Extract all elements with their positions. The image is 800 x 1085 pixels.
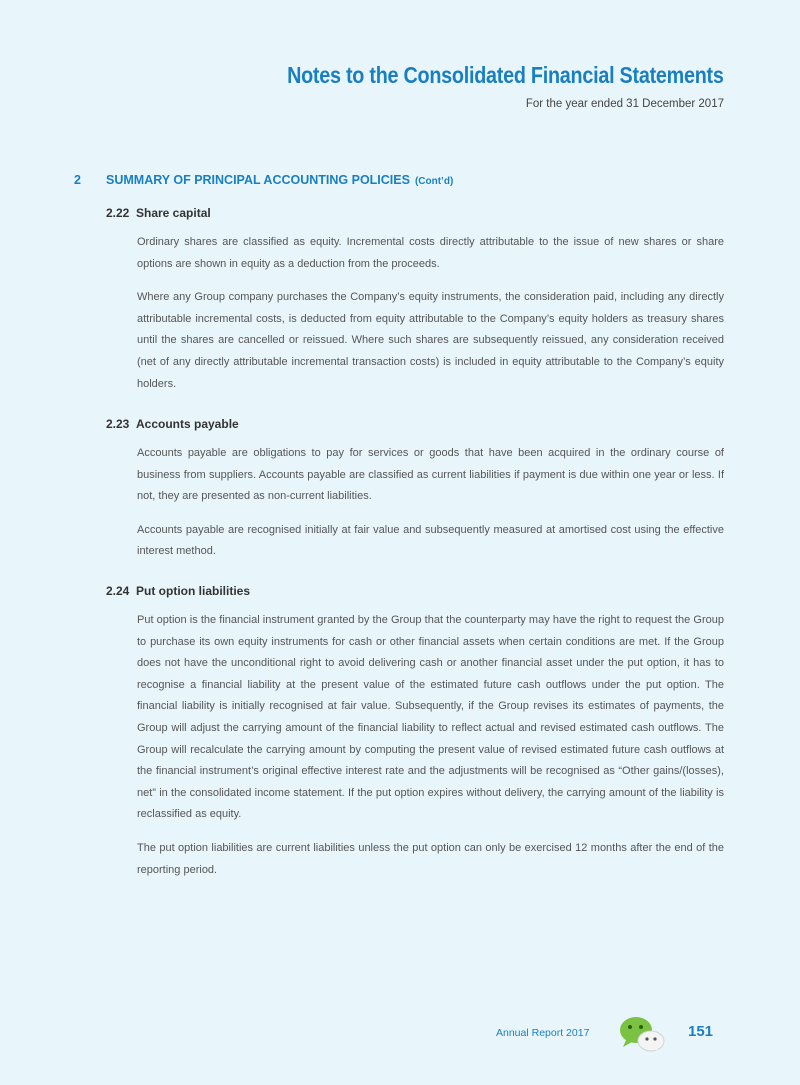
wechat-logo-icon <box>617 1016 667 1054</box>
subsection-title: Share capital <box>136 206 211 220</box>
paragraph: The put option liabilities are current liabilities unless the put option can only be exercised 12 months after the end of the reporting period. <box>137 841 724 876</box>
page-footer <box>0 1016 800 1056</box>
subsection-number: 2.23 <box>106 417 130 431</box>
section-title: SUMMARY OF PRINCIPAL ACCOUNTING POLICIES <box>106 173 410 187</box>
page-title: Notes to the Consolidated Financial Statements <box>287 62 724 88</box>
paragraph: Put option is the financial instrument granted by the Group that the counterparty may have the right to request the Group to purchase its own equity instruments for cash or other financial assets when certain conditions are met. If the Group does not have the unconditional right to avoid delivering cash or another financial asset under the put option, it has to recognise a financial liability at the present value of the estimated future cash outflows under the put option. The financial liability is initially recognised at fair value. Subsequently, if the Group revises its estimates of payments, the Group will adjust the carrying amount of the financial liability to reflect actual and revised estimated cash outflows. The Group will recalculate the carrying amount by computing the present value of revised estimated future cash outflows at the financial instrument’s original effective interest rate and the adjustments will be recognised as “Other gains/(losses), net” in the consolidated income statement. If the put option expires without delivery, the carrying amount of the liability is reclassified as equity. <box>137 614 724 821</box>
paragraph: Accounts payable are recognised initially at fair value and subsequently measured at amortised cost using the effective interest method. <box>137 523 724 558</box>
page-subtitle: For the year ended 31 December 2017 <box>525 98 724 110</box>
subsection-accounts-payable <box>106 417 724 563</box>
paragraph: Accounts payable are obligations to pay for services or goods that have been acquired in the ordinary course of business from suppliers. Accounts payable are classified as current liabilities if payment is due within one year or less. If not, they are presented as non-current liabilities. <box>137 447 724 503</box>
subsection-put-option-liabilities <box>106 584 724 881</box>
subsection-number: 2.24 <box>106 584 130 598</box>
section-number: 2 <box>74 173 81 187</box>
section-heading <box>74 173 453 187</box>
section-continued-label: (Cont’d) <box>414 176 454 187</box>
paragraph: Ordinary shares are classified as equity. Incremental costs directly attributable to the issue of new shares or share options are shown in equity as a deduction from the proceeds. <box>137 236 724 270</box>
subsection-heading <box>106 417 724 431</box>
subsection-heading <box>106 584 724 598</box>
subsection-title: Accounts payable <box>136 417 239 431</box>
paragraph: Where any Group company purchases the Company’s equity instruments, the consideration paid, including any directly attributable incremental costs, is deducted from equity attributable to the Company’s equity holders as treasury shares until the shares are cancelled or reissued. Where such shares are subsequently reissued, any consideration received (net of any directly attributable incremental transaction costs) is included in equity attributable to the Company’s equity holders. <box>137 291 724 390</box>
page-number: 151 <box>688 1023 714 1040</box>
subsection-heading <box>106 206 724 220</box>
annual-report-label: Annual Report 2017 <box>496 1027 590 1039</box>
page-header <box>216 62 724 110</box>
subsection-number: 2.22 <box>106 206 130 220</box>
subsection-share-capital <box>106 206 724 395</box>
subsection-title: Put option liabilities <box>136 584 250 598</box>
